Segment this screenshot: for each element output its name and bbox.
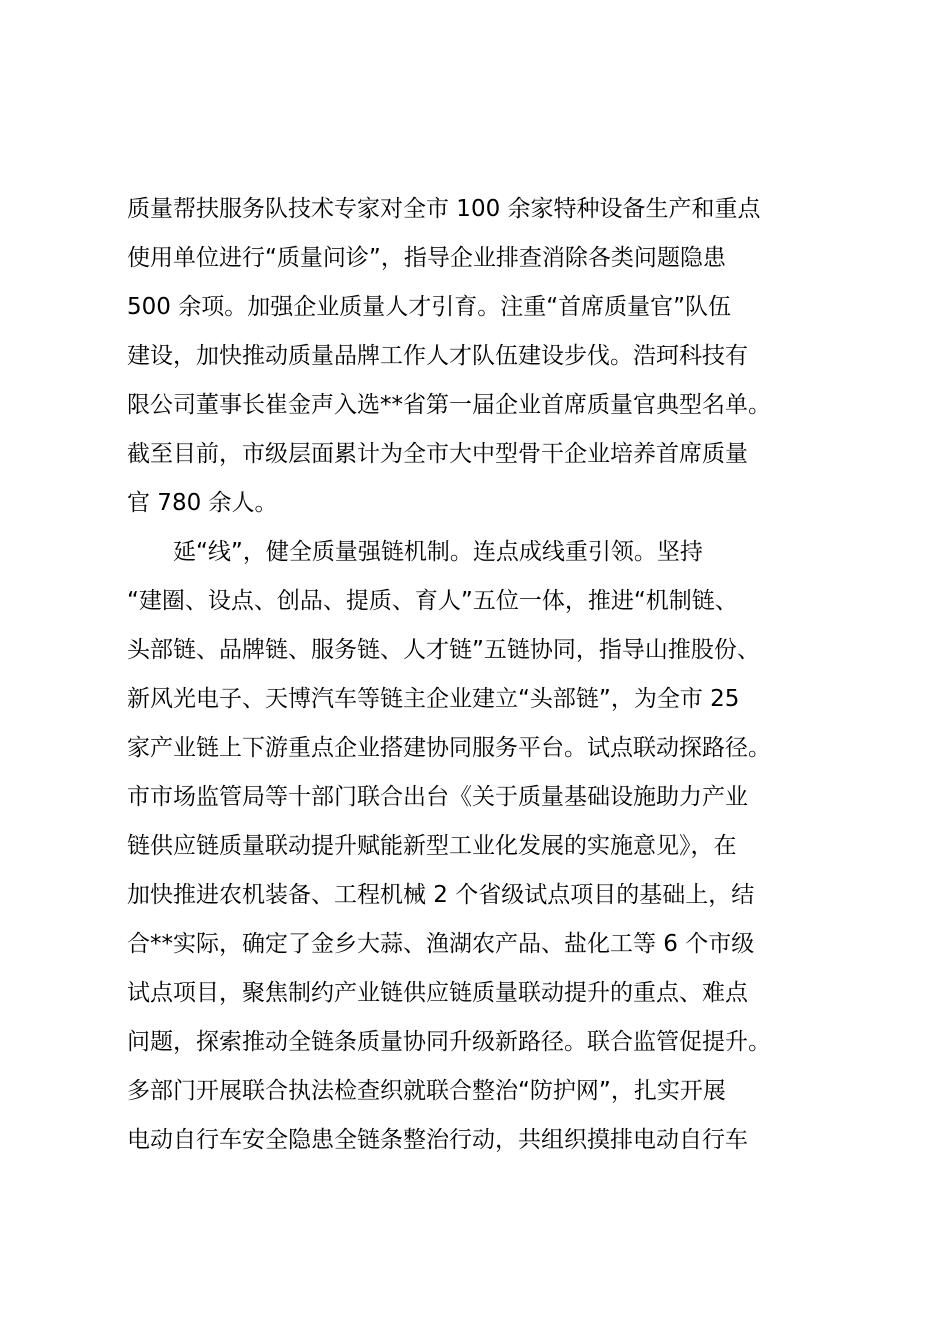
text-line: 头部链、品牌链、服务链、人才链”五链协同，指导山推股份、 bbox=[127, 637, 760, 663]
text-line: 合**实际，确定了金乡大蒜、渔湖农产品、盐化工等 6 个市级 bbox=[127, 931, 755, 957]
paragraph-start-line: 延“线”，健全质量强链机制。连点成线重引领。坚持 bbox=[173, 539, 703, 565]
text-line: 新风光电子、天博汽车等链主企业建立“头部链”，为全市 25 bbox=[127, 686, 740, 712]
text-line: 家产业链上下游重点企业搭建协同服务平台。试点联动探路径。 bbox=[127, 735, 771, 761]
text-line: 多部门开展联合执法检查织就联合整治“防护网”，扎实开展 bbox=[127, 1078, 726, 1104]
text-line: 试点项目，聚焦制约产业链供应链质量联动提升的重点、难点 bbox=[127, 980, 748, 1006]
text-line: 链供应链质量联动提升赋能新型工业化发展的实施意见》，在 bbox=[127, 833, 737, 859]
text-line: 使用单位进行“质量问诊”，指导企业排查消除各类问题隐患 bbox=[127, 245, 726, 271]
text-line: 加快推进农机装备、工程机械 2 个省级试点项目的基础上，结 bbox=[127, 882, 755, 908]
text-line: 质量帮扶服务队技术专家对全市 100 余家特种设备生产和重点 bbox=[127, 196, 761, 222]
text-line: 建设，加快推动质量品牌工作人才队伍建设步伐。浩珂科技有 bbox=[127, 343, 748, 369]
body-text bbox=[127, 185, 847, 1165]
text-line: 电动自行车安全隐患全链条整治行动，共组织摸排电动自行车 bbox=[127, 1127, 748, 1153]
text-line: 限公司董事长崔金声入选**省第一届企业首席质量官典型名单。 bbox=[127, 392, 771, 418]
text-line: 问题，探索推动全链条质量协同升级新路径。联合监管促提升。 bbox=[127, 1029, 771, 1055]
text-line: “建圈、设点、创品、提质、育人”五位一体，推进“机制链、 bbox=[127, 588, 738, 614]
text-line: 截至目前，市级层面累计为全市大中型骨干企业培养首席质量 bbox=[127, 441, 748, 467]
text-line: 官 780 余人。 bbox=[127, 490, 278, 516]
text-line: 市市场监管局等十部门联合出台《关于质量基础设施助力产业 bbox=[127, 784, 748, 810]
text-line: 500 余项。加强企业质量人才引育。注重“首席质量官”队伍 bbox=[127, 294, 732, 320]
